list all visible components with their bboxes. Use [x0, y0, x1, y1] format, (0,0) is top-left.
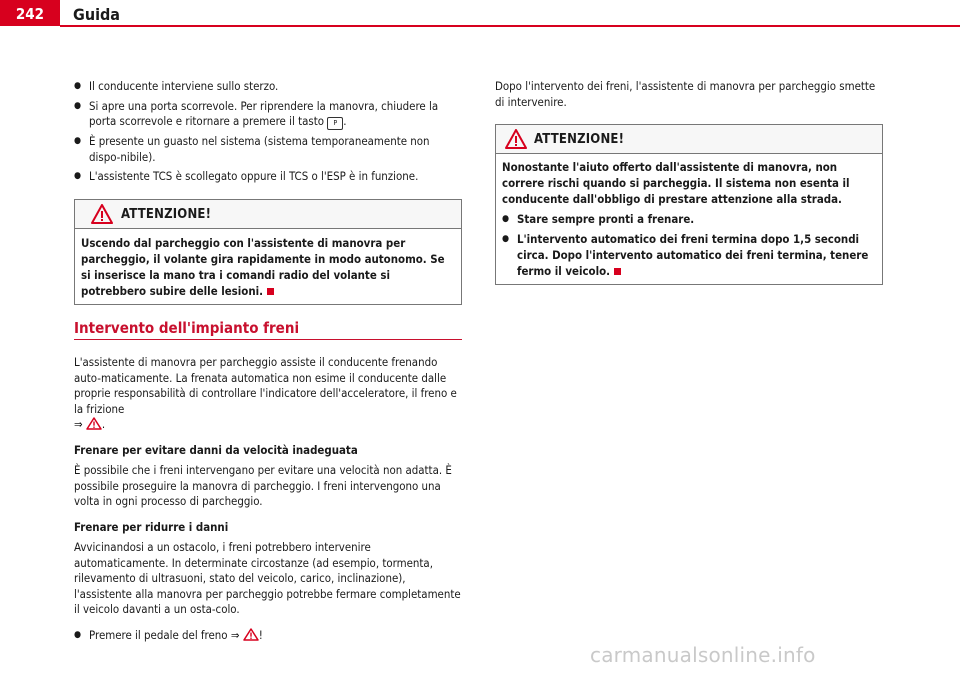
header-rule [60, 25, 960, 27]
section-rule [74, 339, 462, 340]
warning-triangle-icon [91, 204, 113, 224]
list-item: ● Stare sempre pronti a frenare. [502, 211, 876, 227]
warning-text [75, 229, 461, 304]
list-item: ● È presente un guasto nel sistema (sistema temporaneamente non dispo-nibile). [74, 134, 462, 165]
right-intro: Dopo l'intervento dei freni, l'assistente di manovra per parcheggio smette di intervenire. [495, 79, 876, 109]
warning-header [75, 200, 461, 229]
section-intro: L'assistente di manovra per parcheggio assiste il conducente frenando auto-maticamente. La frenata automatica non esime il conducente dalle proprie responsabilità di controllare l'indicatore dell'acceleratore, il freno e la frizione ⇒ . [74, 355, 457, 431]
list-item: ● Premere il pedale del freno ⇒ ! [74, 628, 462, 644]
paragraph: È possibile che i freni intervengano per evitare una velocità non adatta. È possibile proseguire la manovra di parcheggio. I freni intervengono una volta in ogni processo di parcheggio. [74, 463, 452, 508]
paragraph: Avvicinandosi a un ostacolo, i freni potrebbero intervenire automaticamente. In determinate circostanze (ad esempio, tormenta, rilevamento di ultrasuoni, stato del veicolo, carico, inclinazione), l'assistente alla manovra per parcheggio potrebbe fermare completamente il veicolo davanti a un osta-colo. [74, 540, 461, 616]
warning-text-content: Uscendo dal parcheggio con l'assistente di manovra per parcheggio, il volante gira rapidamente in modo autonomo. Se si inserisce la mano tra i comandi radio del volante si potrebbero subire delle lesioni. [81, 236, 445, 298]
watermark: carmanualsonline.info [590, 643, 816, 667]
reference-arrow: ⇒ [74, 417, 83, 431]
warning-box [495, 124, 883, 285]
section-body [74, 355, 462, 643]
page-number: 242 [0, 0, 60, 26]
warning-triangle-icon [86, 417, 102, 430]
warning-triangle-icon [243, 628, 259, 641]
page-title: Guida [73, 5, 121, 24]
list-item: ● Si apre una porta scorrevole. Per riprendere la manovra, chiudere la porta scorrevole e ritornare a premere il tasto P . [74, 99, 462, 131]
list-item-text: Premere il pedale del freno ⇒ [89, 627, 240, 642]
list-item: ● L'assistente TCS è scollegato oppure il TCS o l'ESP è in funzione. [74, 169, 462, 185]
list-item-text: L'intervento automatico dei freni termina dopo 1,5 secondi circa. Dopo l'intervento automatico dei freni termina, tenere fermo il veicolo. [517, 232, 869, 278]
warning-title: ATTENZIONE! [534, 132, 625, 147]
parking-key-icon: P [327, 117, 343, 130]
warning-triangle-icon [505, 129, 527, 149]
section-heading: Intervento dell'impianto freni [74, 319, 300, 337]
end-of-section-icon [614, 268, 621, 275]
warning-box [74, 199, 462, 305]
list-item-text: Si apre una porta scorrevole. Per riprendere la manovra, chiudere la porta scorrevole e ritornare a premere il tasto [89, 98, 439, 128]
warning-paragraph: Nonostante l'aiuto offerto dall'assistente di manovra, non correre rischi quando si parcheggia. Il sistema non esenta il conducente dall'obbligo di prestare attenzione alla strada. [502, 160, 850, 206]
warning-header [496, 125, 882, 154]
warning-title: ATTENZIONE! [121, 207, 212, 222]
warning-text [496, 154, 882, 284]
subheading: Frenare per ridurre i danni [74, 519, 229, 534]
end-of-section-icon [267, 288, 274, 295]
intro-text: L'assistente di manovra per parcheggio assiste il conducente frenando auto-maticamente. La frenata automatica non esime il conducente dalle proprie responsabilità di controllare l'indicatore dell'acceleratore, il freno e la frizione [74, 355, 457, 416]
subheading: Frenare per evitare danni da velocità inadeguata [74, 442, 358, 457]
list-item [502, 231, 876, 279]
list-item: ● Il conducente interviene sullo sterzo. [74, 79, 462, 95]
condition-list [74, 79, 462, 185]
